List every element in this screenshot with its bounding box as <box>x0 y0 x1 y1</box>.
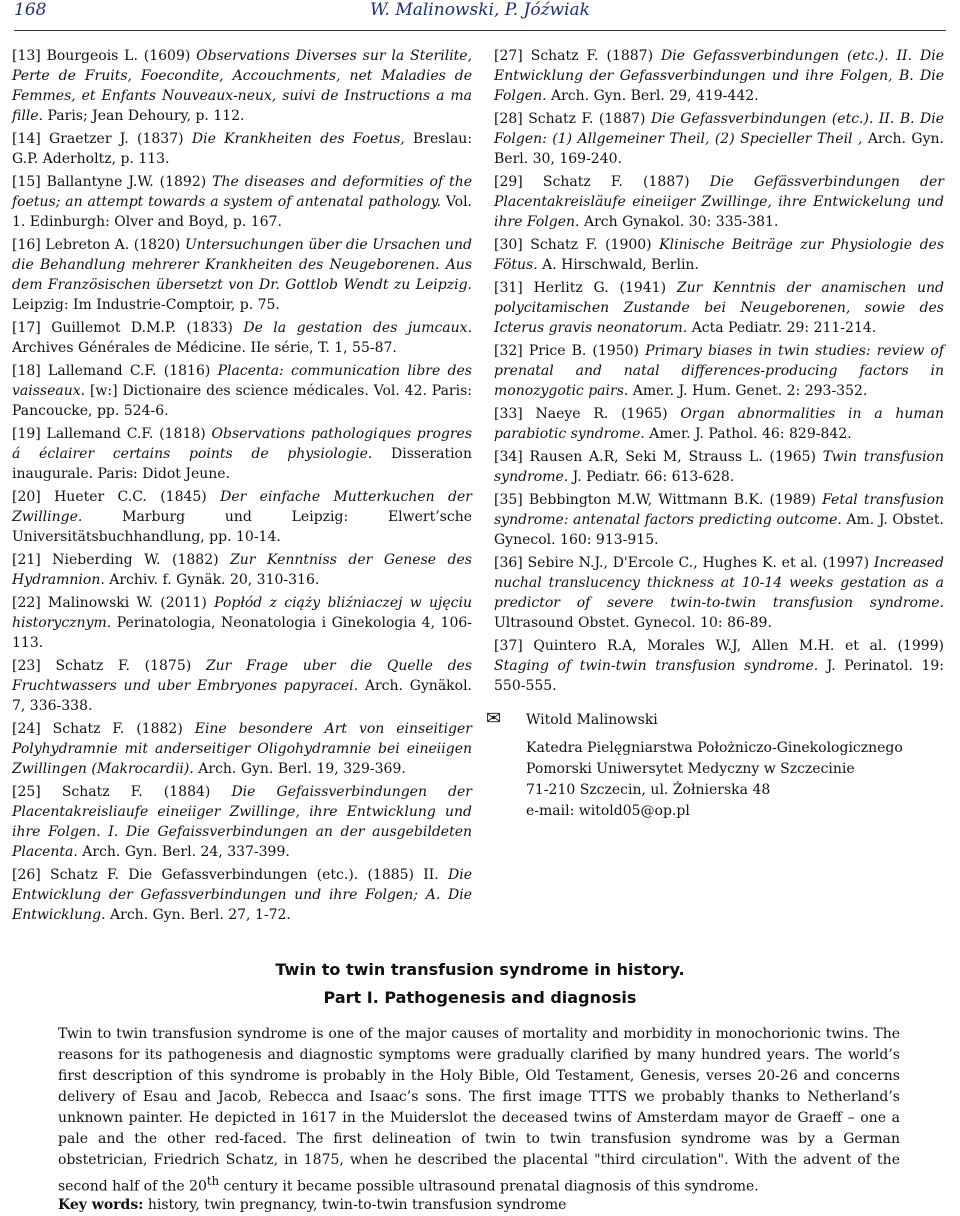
reference-authors: Quintero R.A, Morales W.J, Allen M.H. et al. (1999) <box>533 638 944 654</box>
reference-item <box>12 318 472 358</box>
reference-authors: Naeye R. (1965) <box>535 406 668 422</box>
reference-number: [29] <box>494 174 523 190</box>
address-line: Katedra Pielęgniarstwa Położniczo-Ginekologicznego <box>526 740 903 756</box>
reference-item <box>494 447 944 487</box>
reference-source: J. Pediatr. 66: 613-628. <box>572 469 735 485</box>
reference-authors: Bebbington M.W, Wittmann B.K. (1989) <box>528 492 817 508</box>
reference-authors: Schatz F. (1887) <box>542 174 690 190</box>
reference-number: [33] <box>494 406 523 422</box>
abstract-superscript: th <box>206 1174 220 1188</box>
reference-title: Die Gefaissverbindungen der Placentakreisliaufe eineiiger Zwillinge, ihre Entwicklung und ihre Folgen. I. Die Gefaissverbindungen an der ausgebildeten Placenta. <box>12 784 473 860</box>
reference-item <box>12 719 472 779</box>
reference-title: Popłód z ciąży bliźniaczej w ujęciu historycznym. <box>12 595 472 631</box>
reference-item <box>12 593 472 653</box>
reference-authors: Graetzer J. (1837) <box>49 131 184 147</box>
reference-item <box>494 490 944 550</box>
reference-source: Paris; Jean Dehoury, p. 112. <box>47 108 245 124</box>
reference-source: Perinatologia, Neonatologia i Ginekologia 4, 106-113. <box>12 615 472 651</box>
reference-number: [23] <box>12 658 41 674</box>
reference-number: [31] <box>494 280 523 296</box>
reference-number: [37] <box>494 638 523 654</box>
reference-title: Placenta: communication libre des vaisseaux. <box>12 363 472 399</box>
reference-number: [22] <box>12 595 41 611</box>
reference-number: [15] <box>12 174 41 190</box>
reference-item <box>12 424 472 484</box>
reference-item <box>494 109 944 169</box>
reference-title: Observations Diverses sur la Sterilite, Perte de Fruits, Foecondite, Accouchments, net Maladies de Femmes, et Enfants Nouveaux-neux, suivi de Instructions a ma fille. <box>12 48 473 124</box>
reference-source: Archives Générales de Médicine. IIe série, T. 1, 55-87. <box>12 340 397 356</box>
reference-authors: Sebire N.J., D'Ercole C., Hughes K. et al. (1997) <box>527 555 870 571</box>
reference-source: Leipzig: Im Industrie-Comptoir, p. 75. <box>12 297 280 313</box>
reference-item <box>494 46 944 106</box>
reference-item <box>12 46 472 126</box>
reference-title: Eine besondere Art von einseitiger Polyhydramnie mit anderseitiger Oligohydramnie bei eineiigen Zwillingen (Makrocardii). <box>12 721 472 777</box>
reference-source: Disseration inaugurale. Paris: Didot Jeune. <box>12 446 472 482</box>
reference-source: A. Hirschwald, Berlin. <box>542 257 699 273</box>
reference-number: [30] <box>494 237 523 253</box>
reference-title: Fetal transfusion syndrome: antenatal factors predicting outcome. <box>494 492 945 528</box>
reference-number: [19] <box>12 426 41 442</box>
references-right-column <box>494 46 944 699</box>
reference-item <box>12 656 472 716</box>
reference-source: Am. J. Obstet. Gynecol. 160: 913-915. <box>494 512 944 548</box>
reference-authors: Price B. (1950) <box>528 343 639 359</box>
reference-number: [32] <box>494 343 523 359</box>
reference-item <box>494 636 944 696</box>
reference-title: Untersuchungen über die Ursachen und die Behandlung mehrerer Krankheiten des Neugeborenen. Aus dem Französischen übersetzt von Dr. Gottlob Wendt zu Leipzig. <box>12 237 473 293</box>
reference-item <box>494 404 944 444</box>
reference-item <box>494 235 944 275</box>
reference-title: The diseases and deformities of the foetus; an attempt towards a system of antenatal pathology. <box>12 174 472 210</box>
reference-title: Die Gefassverbindungen (etc.). II. Die Entwicklung der Gefassverbindungen und ihre Folgen, B. Die Folgen. <box>494 48 944 104</box>
reference-item <box>494 553 944 633</box>
reference-source: Arch. Gyn. Berl. 30, 169-240. <box>494 131 944 167</box>
abstract-paragraph <box>58 1024 900 1198</box>
reference-source: Acta Pediatr. 29: 211-214. <box>691 320 877 336</box>
summary-title-line1: Twin to twin transfusion syndrome in history. <box>275 960 685 979</box>
reference-item <box>12 487 472 547</box>
reference-authors: Malinowski W. (2011) <box>48 595 207 611</box>
reference-number: [36] <box>494 555 523 571</box>
keywords-line <box>58 1196 900 1214</box>
reference-title: Die Krankheiten des Foetus, <box>191 131 405 147</box>
reference-source: Arch. Gyn. Berl. 19, 329-369. <box>198 761 406 777</box>
reference-source: Archiv. f. Gynäk. 20, 310-316. <box>109 572 320 588</box>
reference-number: [35] <box>494 492 523 508</box>
reference-title: Organ abnormalities in a human parabiotic syndrome. <box>494 406 945 442</box>
reference-source: Amer. J. Hum. Genet. 2: 293-352. <box>632 383 868 399</box>
reference-number: [20] <box>12 489 41 505</box>
reference-title: Increased nuchal translucency thickness at 10-14 weeks gestation as a predictor of severe twin-to-twin transfusion syndrome. <box>494 555 944 611</box>
reference-title: De la gestation des jumcaux. <box>243 320 473 336</box>
reference-number: [25] <box>12 784 41 800</box>
reference-authors: Schatz F. (1884) <box>61 784 211 800</box>
reference-authors: Lebreton A. (1820) <box>45 237 181 253</box>
reference-authors: Schatz F. (1875) <box>55 658 192 674</box>
reference-authors: Nieberding W. (1882) <box>52 552 219 568</box>
correspondence-name: Witold Malinowski <box>526 712 658 728</box>
reference-item <box>12 550 472 590</box>
reference-authors: Schatz F. (1887) <box>528 111 646 127</box>
envelope-icon: ✉ <box>486 708 502 729</box>
reference-title: Staging of twin-twin transfusion syndrome. <box>494 658 819 674</box>
reference-source: Marburg und Leipzig: Elwert’sche Universitätsbuchhandlung, pp. 10-14. <box>12 509 473 545</box>
reference-source: Arch. Gynäkol. 7, 336-338. <box>12 678 473 714</box>
reference-authors: Schatz F. Die Gefassverbindungen (etc.). (1885) II. <box>49 867 439 883</box>
reference-item <box>12 129 472 169</box>
reference-authors: Schatz F. (1900) <box>530 237 652 253</box>
reference-title: Zur Kenntnis der anamischen und polycitamischen Zustande bei Neugeborenen, sowie des Icterus gravis neonatorum. <box>494 280 945 336</box>
reference-authors: Lallemand C.F. (1818) <box>46 426 206 442</box>
reference-item <box>12 782 472 862</box>
reference-authors: Herlitz G. (1941) <box>533 280 667 296</box>
reference-number: [21] <box>12 552 41 568</box>
reference-source: Amer. J. Pathol. 46: 829-842. <box>649 426 852 442</box>
reference-title: Klinische Beiträge zur Physiologie des Fötus. <box>494 237 944 273</box>
reference-number: [16] <box>12 237 41 253</box>
reference-item <box>12 235 472 315</box>
reference-authors: Ballantyne J.W. (1892) <box>46 174 207 190</box>
address-line: 71-210 Szczecin, ul. Żołnierska 48 <box>526 782 771 798</box>
reference-number: [24] <box>12 721 41 737</box>
abstract-text-end: century it became possible ultrasound prenatal diagnosis of this syndrome. <box>219 1178 759 1195</box>
reference-title: Observations pathologiques progres á éclairer certains points de physiologie. <box>12 426 472 462</box>
reference-authors: Guillemot D.M.P. (1833) <box>51 320 233 336</box>
reference-title: Zur Kenntniss der Genese des Hydramnion. <box>12 552 472 588</box>
reference-item <box>494 172 944 232</box>
reference-number: [26] <box>12 867 41 883</box>
abstract-text: Twin to twin transfusion syndrome is one of the major causes of mortality and morbidity in monochorionic twins. The reasons for its pathogenesis and diagnostic symptoms were gradually clarified by many hundred years. The world’s first description of this syndrome is probably in the Holy Bible, Old Testament, Genesis, verses 20-26 and concerns delivery of Esau and Jacob, Rebecca and Isaac’s sons. The first image TTTS we probably thanks to Netherland’s unknown painter. He depicted in 1617 in the Muiderslot the deceased twins of Amsterdam mayor de Graeff – one a pale and the other red-faced. The first delineation of twin to twin transfusion syndrome was by a German obstetrician, Friedrich Schatz, in 1875, when he described the placental "third circulation". With the advent of the second half of the 20 <box>58 1026 900 1195</box>
reference-source: Arch Gynakol. 30: 335-381. <box>583 214 779 230</box>
reference-source: Arch. Gyn. Berl. 24, 337-399. <box>82 844 290 860</box>
page-header <box>14 0 946 31</box>
reference-source: Arch. Gyn. Berl. 27, 1-72. <box>110 907 291 923</box>
reference-authors: Rausen A.R, Seki M, Strauss L. (1965) <box>529 449 816 465</box>
reference-item <box>12 172 472 232</box>
references-left-column <box>12 46 472 928</box>
page-number: 168 <box>14 0 47 20</box>
reference-number: [13] <box>12 48 41 64</box>
address-line: Pomorski Uniwersytet Medyczny w Szczecinie <box>526 761 855 777</box>
reference-source: J. Perinatol. 19: 550-555. <box>494 658 945 694</box>
reference-title: Twin transfusion syndrome. <box>494 449 945 485</box>
reference-number: [14] <box>12 131 41 147</box>
reference-title: Die Entwicklung der Gefassverbindungen und ihre Folgen; A. Die Entwicklung. <box>12 867 472 923</box>
correspondence-address <box>526 738 903 822</box>
summary-title-line2: Part I. Pathogenesis and diagnosis <box>323 988 637 1007</box>
reference-title: Die Gefässverbindungen der Placentakreisläufe eineiiger Zwillinge, ihre Entwickelung und ihre Folgen. <box>494 174 944 230</box>
reference-title: Die Gefassverbindungen (etc.). II. B. Die Folgen: (1) Allgemeiner Theil, (2) Specieller Theil , <box>494 111 945 147</box>
running-head-authors: W. Malinowski, P. Jóźwiak <box>370 0 590 20</box>
reference-item <box>12 361 472 421</box>
reference-authors: Bourgeois L. (1609) <box>46 48 191 64</box>
reference-item <box>494 278 944 338</box>
reference-item <box>12 865 472 925</box>
email-address: e-mail: witold05@op.pl <box>526 803 690 819</box>
reference-number: [34] <box>494 449 523 465</box>
keywords-text: history, twin pregnancy, twin-to-twin transfusion syndrome <box>147 1197 567 1213</box>
reference-number: [17] <box>12 320 41 336</box>
reference-number: [18] <box>12 363 41 379</box>
reference-authors: Schatz F. (1882) <box>52 721 183 737</box>
reference-authors: Hueter C.C. (1845) <box>54 489 207 505</box>
reference-title: Der einfache Mutterkuchen der Zwillinge. <box>12 489 472 525</box>
keywords-label: Key words: <box>58 1197 144 1213</box>
reference-source: Arch. Gyn. Berl. 29, 419-442. <box>551 88 759 104</box>
reference-source: Vol. 1. Edinburgh: Olver and Boyd, p. 167. <box>12 194 473 230</box>
reference-title: Primary biases in twin studies: review of prenatal and natal differences-producing factors in monozygotic pairs. <box>494 343 945 399</box>
reference-source: [w:] Dictionaire des science médicales. Vol. 42. Paris: Pancoucke, pp. 524-6. <box>12 383 473 419</box>
reference-source: Ultrasound Obstet. Gynecol. 10: 86-89. <box>494 615 772 631</box>
reference-number: [27] <box>494 48 523 64</box>
reference-title: Zur Frage uber die Quelle des Fruchtwassers und uber Embryones papyracei. <box>12 658 473 694</box>
reference-item <box>494 341 944 401</box>
reference-number: [28] <box>494 111 523 127</box>
reference-source: Breslau: G.P. Aderholtz, p. 113. <box>12 131 473 167</box>
reference-authors: Schatz F. (1887) <box>530 48 654 64</box>
reference-authors: Lallemand C.F. (1816) <box>48 363 211 379</box>
